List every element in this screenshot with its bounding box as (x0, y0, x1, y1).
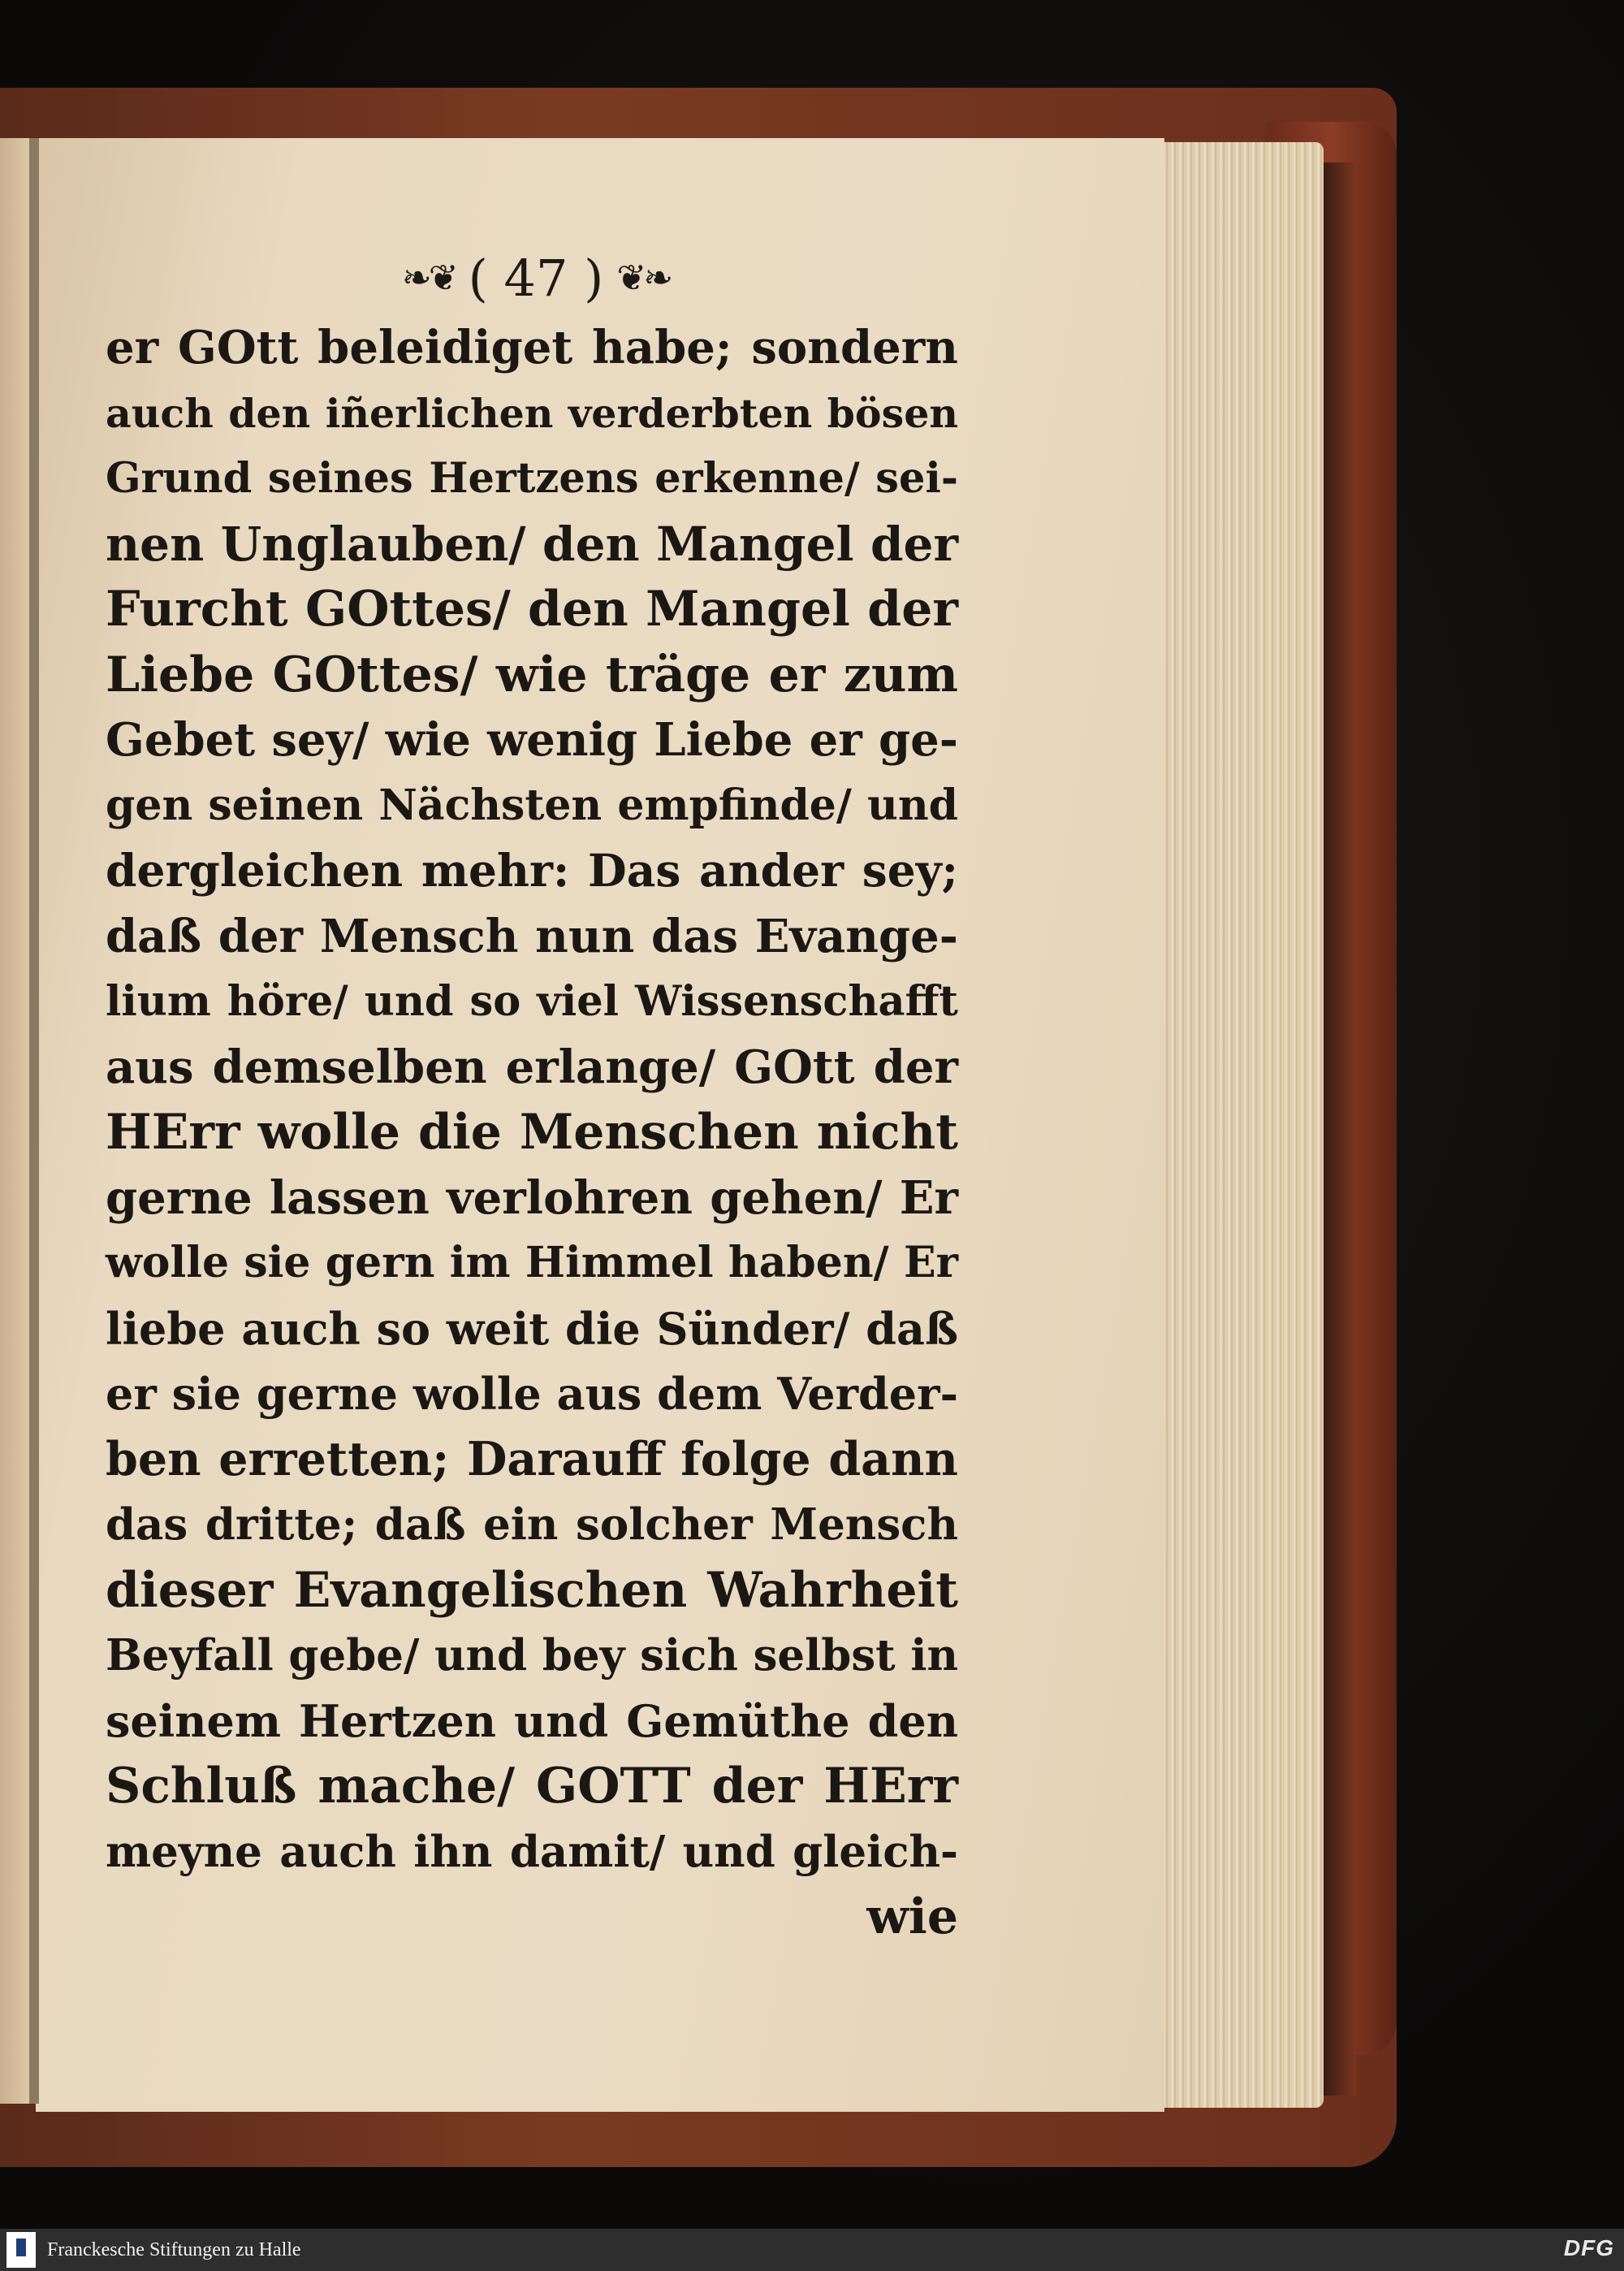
page-text (106, 315, 958, 1950)
text-line: Furcht GOttes/ den Mangel der (106, 581, 958, 638)
institution-name: Franckesche Stiftungen zu Halle (47, 2239, 301, 2260)
text-line: Beyfall gebe/ und bey sich selbst in (106, 1630, 958, 1681)
page-stack-shadow (1324, 162, 1356, 2096)
dfg-logo: DFG (1563, 2235, 1614, 2260)
text-line: aus demselben erlange/ GOtt der (106, 1040, 958, 1094)
text-line: Grund seines Hertzens erkenne/ sei- (106, 454, 958, 503)
catchword: wie (866, 1888, 958, 1945)
text-line: lium höre/ und so viel Wissenschafft (106, 977, 958, 1026)
text-line: daß der Mensch nun das Evange- (106, 909, 958, 963)
page-header (357, 245, 715, 310)
text-line: das dritte; daß ein solcher Mensch (106, 1499, 958, 1550)
viewer-footer (0, 2229, 1624, 2271)
text-line: auch den iñerlichen verderbten bösen (106, 389, 958, 437)
ornament-left-icon: ❧❦ (401, 257, 456, 299)
text-line: er GOtt beleidiget habe; sondern (106, 321, 958, 374)
ornament-right-icon: ❦❧ (616, 257, 671, 299)
text-line: dergleichen mehr: Das ander sey; (106, 844, 958, 897)
institution-logo-icon (6, 2232, 36, 2268)
text-line: meyne auch ihn damit/ und gleich- (106, 1826, 958, 1877)
text-line: Liebe GOttes/ wie träge er zum (106, 646, 958, 703)
text-line: nen Unglauben/ den Mangel der (106, 516, 958, 572)
text-line: Gebet sey/ wie wenig Liebe er ge- (106, 713, 958, 767)
text-line: Schluß mache/ GOTT der HErr (106, 1758, 958, 1815)
page-number: ( 47 ) (468, 248, 604, 308)
page-stack (1137, 142, 1324, 2108)
text-line: ben erretten; Darauff folge dann (106, 1431, 958, 1486)
text-line: HErr wolle die Menschen nicht (106, 1104, 958, 1161)
text-line: er sie gerne wolle aus dem Verder- (106, 1368, 958, 1420)
text-line: wolle sie gern im Himmel haben/ Er (106, 1238, 958, 1287)
text-line: gen seinen Nächsten empfinde/ und (106, 780, 958, 830)
text-line: gerne lassen verlohren gehen/ Er (106, 1170, 958, 1225)
text-line: liebe auch so weit die Sünder/ daß (106, 1302, 958, 1355)
spine-gutter (29, 138, 39, 2104)
text-line: seinem Hertzen und Gemüthe den (106, 1694, 958, 1747)
text-line: dieser Evangelischen Wahrheit (106, 1561, 958, 1619)
